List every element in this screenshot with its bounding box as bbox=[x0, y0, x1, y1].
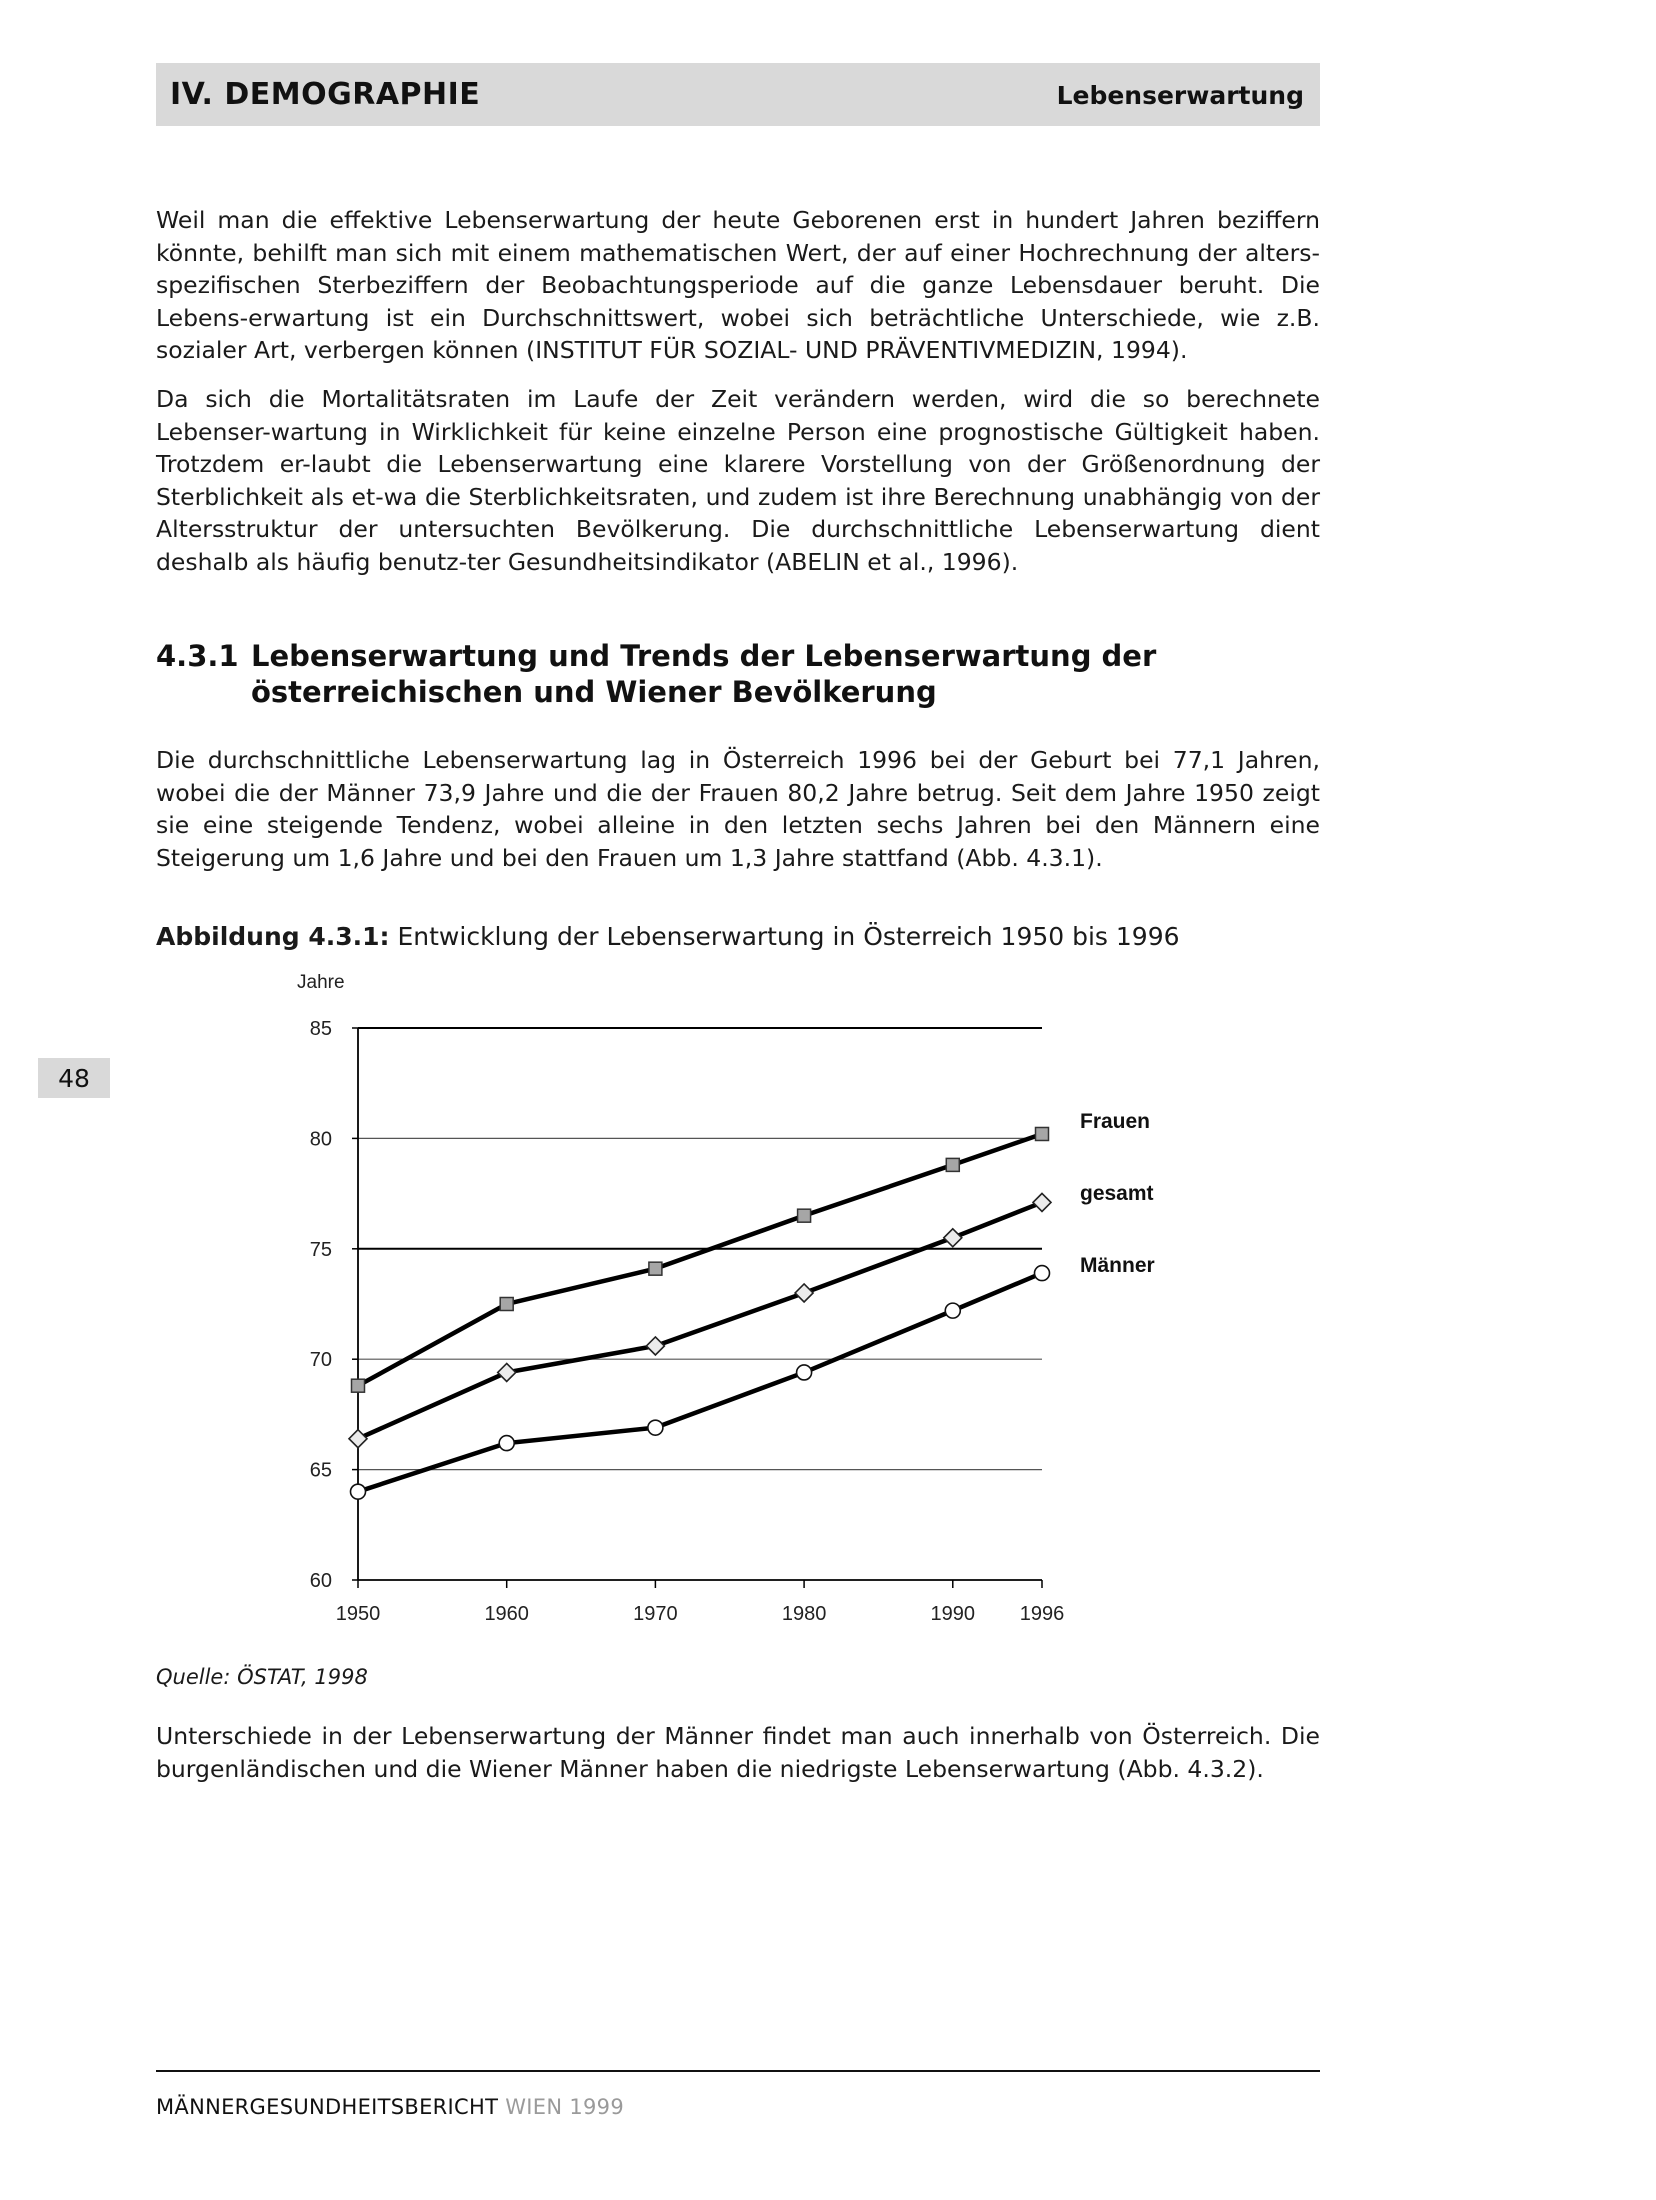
section-tag: Lebenserwartung bbox=[1056, 81, 1304, 110]
footer-rule bbox=[156, 2070, 1320, 2072]
x-tick-label-1970: 1970 bbox=[633, 1603, 678, 1625]
y-tick-label-85: 85 bbox=[309, 1018, 332, 1040]
marker-frauen-1980 bbox=[798, 1209, 811, 1222]
legend-label-gesamt: gesamt bbox=[1080, 1182, 1154, 1205]
paragraph-austria-trend: Die durchschnittliche Lebenserwartung lag in Österreich 1996 bei der Geburt bei 77,1 Jahren, wobei die der Männer 73,9 Jahre und die der Frauen 80,2 Jahre betrug. Seit dem Jahre 1950 zeigt sie eine steigende Tendenz, wobei alleine in den letzten sechs Jahren bei den Männern eine Steigerung um 1,6 Jahre und bei den Frauen um 1,3 Jahre stattfand (Abb. 4.3.1). bbox=[156, 746, 1320, 872]
y-tick-label-80: 80 bbox=[309, 1128, 332, 1151]
marker-männer-1970 bbox=[648, 1420, 663, 1435]
marker-frauen-1970 bbox=[649, 1262, 662, 1275]
marker-gesamt-1950 bbox=[349, 1430, 367, 1448]
series-line-männer bbox=[358, 1273, 1042, 1492]
x-tick-label-1980: 1980 bbox=[781, 1603, 827, 1625]
series-line-gesamt bbox=[358, 1202, 1042, 1438]
footer-title: MÄNNERGESUNDHEITSBERICHT bbox=[156, 2095, 499, 2119]
figure-label: Abbildung 4.3.1: bbox=[156, 922, 390, 951]
figure-caption-text: Entwicklung der Lebenserwartung in Österreich 1950 bis 1996 bbox=[389, 922, 1180, 951]
marker-gesamt-1990 bbox=[944, 1229, 962, 1247]
marker-männer-1996 bbox=[1035, 1266, 1050, 1281]
marker-gesamt-1970 bbox=[646, 1337, 664, 1355]
chart-labels bbox=[297, 972, 1155, 1625]
marker-gesamt-1996 bbox=[1033, 1193, 1051, 1211]
y-tick-label-65: 65 bbox=[309, 1459, 332, 1482]
y-tick-label-60: 60 bbox=[309, 1570, 332, 1592]
chart-series-markers bbox=[349, 1127, 1051, 1499]
marker-männer-1990 bbox=[945, 1303, 960, 1318]
figure-source: Quelle: ÖSTAT, 1998 bbox=[156, 1665, 368, 1689]
x-tick-label-1996: 1996 bbox=[1019, 1603, 1065, 1625]
marker-gesamt-1960 bbox=[498, 1363, 516, 1381]
chart-series-lines bbox=[358, 1134, 1042, 1492]
marker-frauen-1950 bbox=[352, 1379, 365, 1392]
marker-männer-1960 bbox=[499, 1436, 514, 1451]
y-axis-label: Jahre bbox=[297, 972, 345, 993]
series-line-frauen bbox=[358, 1134, 1042, 1386]
subsection-title: Lebenserwartung und Trends der Lebenserwartung der österreichischen und Wiener Bevölkerung bbox=[251, 639, 1157, 709]
chart-gridlines bbox=[358, 1028, 1042, 1470]
subsection-number: 4.3.1 bbox=[156, 639, 239, 673]
x-tick-label-1960: 1960 bbox=[484, 1603, 529, 1625]
x-tick-label-1990: 1990 bbox=[930, 1603, 976, 1625]
y-tick-label-75: 75 bbox=[309, 1238, 332, 1261]
marker-frauen-1960 bbox=[500, 1298, 513, 1311]
marker-gesamt-1980 bbox=[795, 1284, 813, 1302]
y-tick-label-70: 70 bbox=[309, 1349, 332, 1372]
page-number: 48 bbox=[58, 1064, 90, 1093]
marker-frauen-1990 bbox=[946, 1158, 959, 1171]
marker-männer-1980 bbox=[797, 1365, 812, 1380]
paragraph-regional: Unterschiede in der Lebenserwartung der Männer findet man auch innerhalb von Österreich. Die burgenländischen und die Wiener Männer haben die niedrigste Lebenserwartung (Abb. 4.3.2). bbox=[156, 1722, 1320, 1783]
paragraph-mortality: Da sich die Mortalitätsraten im Laufe der Zeit verändern werden, wird die so berechnete Lebenser-wartung in Wirklichkeit für keine einzelne Person eine prognostische Gültigkeit haben. Trotzdem er-laubt die Lebenserwartung eine klarere Vorstellung von der Größenordnung der Sterblichkeit als et-wa die Sterblichkeitsraten, und zudem ist ihre Berechnung unabhängig von der Altersstruktur der untersuchten Bevölkerung. Die durchschnittliche Lebenserwartung dient deshalb als häufig benutz-ter Gesundheitsindikator (ABELIN et al., 1996). bbox=[156, 385, 1320, 576]
legend-label-männer: Männer bbox=[1080, 1254, 1155, 1277]
x-tick-label-1950: 1950 bbox=[335, 1603, 381, 1625]
marker-frauen-1996 bbox=[1036, 1127, 1049, 1140]
footer-subtitle: WIEN 1999 bbox=[498, 2095, 624, 2119]
marker-männer-1950 bbox=[351, 1484, 366, 1499]
chapter-title: IV. DEMOGRAPHIE bbox=[170, 77, 481, 112]
chart-axes bbox=[352, 1028, 1042, 1588]
paragraph-intro: Weil man die effektive Lebenserwartung der heute Geborenen erst in hundert Jahren beziffern könnte, behilft man sich mit einem mathematischen Wert, der auf einer Hochrechnung der alters-spezifischen Sterbeziffern der Beobachtungsperiode auf die ganze Lebensdauer beruht. Die Lebens-erwartung ist ein Durchschnittswert, wobei sich beträchtliche Unterschiede, wie z.B. sozialer Art, verbergen können (INSTITUT FÜR SOZIAL- UND PRÄVENTIVMEDIZIN, 1994). bbox=[156, 206, 1320, 364]
footer bbox=[156, 2095, 624, 2119]
legend-label-frauen: Frauen bbox=[1080, 1110, 1151, 1133]
